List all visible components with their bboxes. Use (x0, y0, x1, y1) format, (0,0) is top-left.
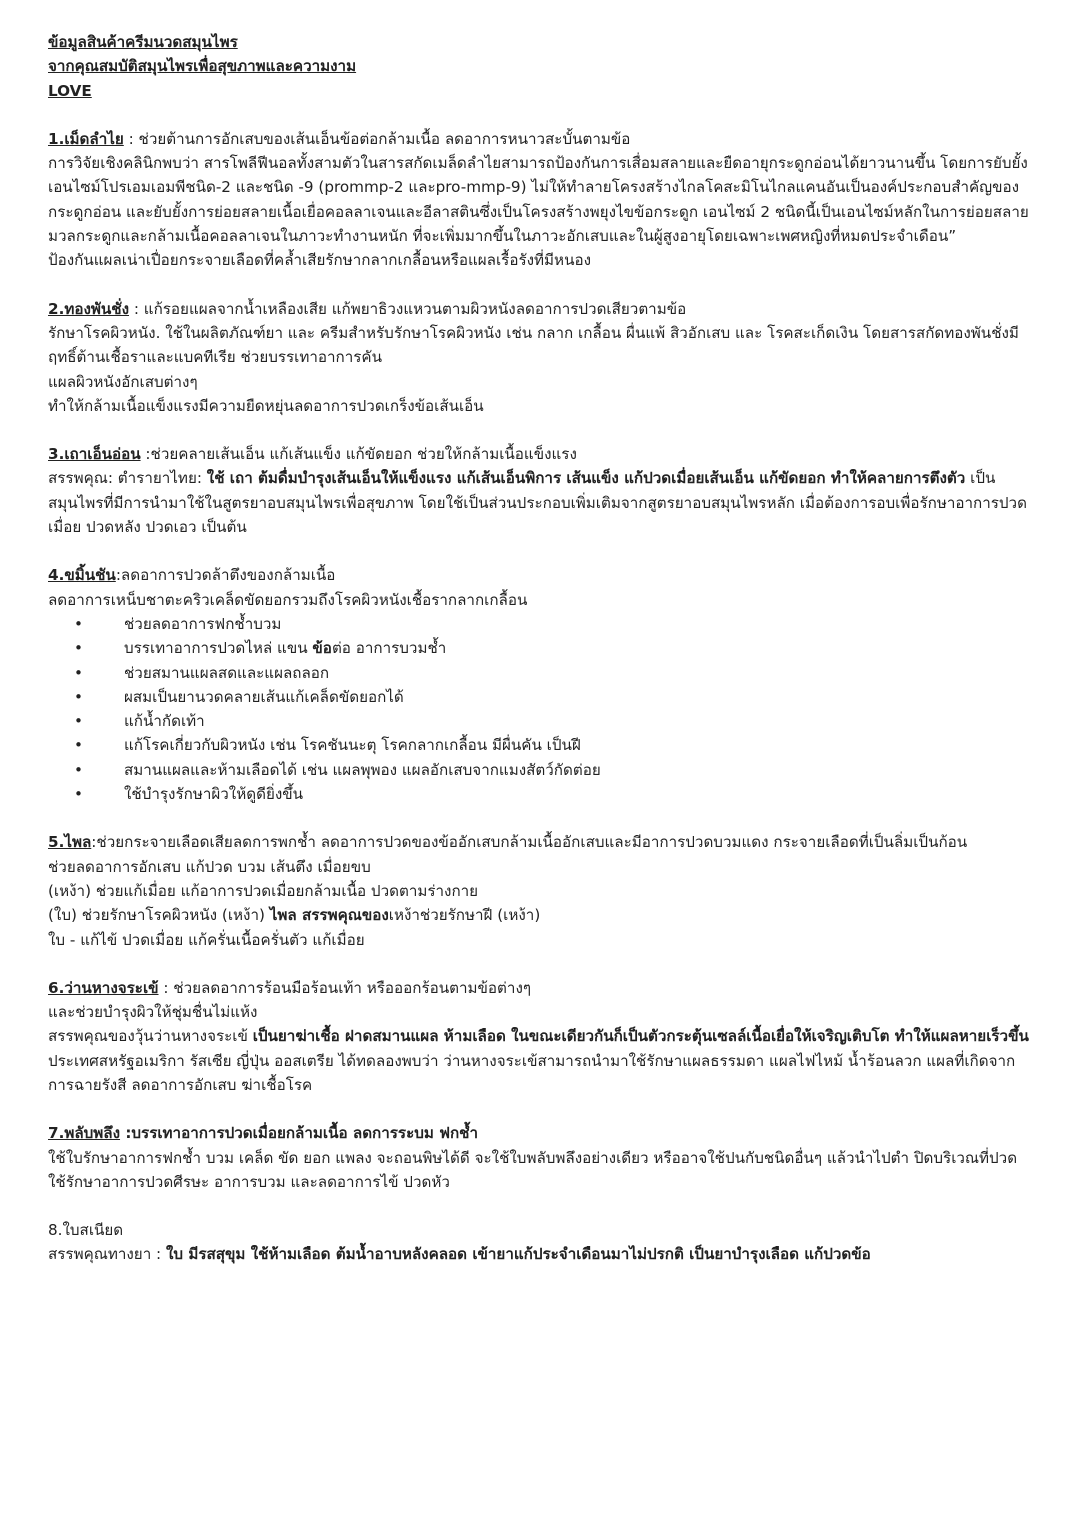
list-item: • ช่วยสมานแผลสดและแผลถลอก (48, 661, 1030, 685)
list-item: • ช่วยลดอาการฟกช้ำบวม (48, 612, 1030, 636)
text-run: บรรเทาอาการปวดไหล่ แขน (124, 639, 313, 658)
section-title: 3.เถาเอ็นอ่อน (48, 445, 141, 464)
text-run: เหง้าช่วยรักษาฝี (เหง้า) (388, 906, 541, 925)
paragraph: ทำให้กล้ามเนื้อแข็งแรงมีความยืดหยุ่นลดอาการปวดเกร็งข้อเส้นเอ็น (48, 396, 484, 415)
paragraph: การวิจัยเชิงคลินิกพบว่า สารโพลีฟีนอลทั้งสามตัวในสารสกัดเมล็ดลำไยสามารถป้องกันการเสื่อมสลายและยืดอายุกระดูกอ่อนได้ยาวนานขึ้น โดยการยับยั้งเอนไซม์โปรเอมเอมพีชนิด-2 และชนิด -9 (prommp-2 และpro-mmp-9) ไม่ให้ทำลายโครงสร้างไกลโคสะมิโนไกลแคนอันเป็นองค์ประกอบสำคัญของกระดูกอ่อน และยับยั้งการย่อยสลายเนื้อเยื่อคอลลาเจนและอีลาสตินซึ่งเป็นโครงสร้างพยุงไขข้อกระดูก เอนไซม์ 2 ชนิดนี้เป็นเอนไซม์หลักในการย่อยสลายมวลกระดูกและกล้ามเนื้อคอลลาเจนในภาวะทำงานหนัก ที่จะเพิ่มมากขึ้นในภาวะอักเสบและในผู้สูงอายุโดยเฉพาะเพศหญิงที่หมดประจำเดือน” (48, 154, 1029, 246)
bold-text-run: ไพล สรรพคุณของ (269, 906, 389, 925)
paragraph (48, 1024, 1030, 1097)
section-heading (48, 1218, 1030, 1242)
text-run: ต่อ อาการบวมช้ำ (331, 639, 447, 658)
list-item: • แก้น้ำกัดเท้า (48, 709, 1030, 733)
section-intro: :ช่วยคลายเส้นเอ็น แก้เส้นแข็ง แก้ขัดยอก ช่วยให้กล้ามเนื้อแข็งแรง (140, 445, 577, 464)
section-heading (48, 976, 1030, 1000)
section-plai (48, 830, 1030, 951)
list-item (48, 636, 1030, 660)
paragraph: ป้องกันแผลเน่าเปื่อยกระจายเลือดที่คล้ำเสียรักษากลากเกลื้อนหรือแผลเรื้อรังที่มีหนอง (48, 251, 591, 270)
bold-text-run: ใบ มีรสสุขุม ใช้ห้ามเลือด ต้มน้ำอาบหลังคลอด เข้ายาแก้ประจำเดือนมาไม่ปรกติ เป็นยาบำรุงเลือด แก้ปวดข้อ (166, 1245, 871, 1264)
section-crinum-lily (48, 1121, 1030, 1194)
paragraph: รักษาโรคผิวหนัง. ใช้ในผลิตภัณฑ์ยา และ ครีมสำหรับรักษาโรคผิวหนัง เช่น กลาก เกลื้อน ผื่นแพ้ สิวอักเสบ และ โรคสะเก็ดเงิน โดยสารสกัดทองพันชั่งมีฤทธิ์ต้านเชื้อราและแบคทีเรีย ช่วยบรรเทาอาการคัน (48, 323, 1019, 367)
section-heading (48, 1121, 1030, 1145)
document-header (48, 30, 1030, 103)
text-run: สรรพคุณทางยา : (48, 1245, 166, 1264)
header-line-2: จากคุณสมบัติสมุนไพรเพื่อสุขภาพและความงาม (48, 57, 357, 76)
section-title: 8.ใบสเนียด (48, 1221, 124, 1240)
list-item: • แก้โรคเกี่ยวกับผิวหนัง เช่น โรคชันนะตุ โรคกลากเกลื้อน มีผื่นคัน เป็นฝี (48, 733, 1030, 757)
section-heading (48, 830, 1030, 854)
list-item: • สมานแผลและห้ามเลือดได้ เช่น แผลพุพอง แผลอักเสบจากแมงสัตว์กัดต่อย (48, 758, 1030, 782)
text-run: เป็นสมุนไพรที่มีการนำมาใช้ในสูตรยาอบสมุนไพรเพื่อสุขภาพ โดยใช้เป็นส่วนประกอบเพิ่มเติมจากสูตรยาอบสมุนไพรหลัก เมื่อต้องการอบเพื่อรักษาอาการปวดเมื่อย ปวดหลัง ปวดเอว เป็นต้น (48, 469, 1027, 537)
section-thao-en-on (48, 442, 1030, 539)
paragraph: ช่วยลดอาการอักเสบ แก้ปวด บวม เส้นตึง เมื่อยขบ (48, 857, 371, 876)
section-title: 2.ทองพันชั่ง (48, 299, 130, 318)
section-title: 1.เม็ดลำไย (48, 129, 124, 148)
bold-text-run: ข้อ (312, 639, 332, 658)
paragraph: (เหง้า) ช่วยแก้เมื่อย แก้อาการปวดเมื่อยกล้ามเนื้อ ปวดตามร่างกาย (48, 881, 479, 900)
paragraph: และช่วยบำรุงผิวให้ชุ่มชื่นไม่แห้ง (48, 1003, 258, 1022)
section-title: 7.พลับพลึง (48, 1124, 121, 1143)
section-longan-seed (48, 127, 1030, 273)
section-title: 5.ไพล (48, 833, 92, 852)
section-intro: :ช่วยกระจายเลือดเสียลดการพกช้ำ ลดอาการปวดของข้ออักเสบกล้ามเนื้ออักเสบและมีอาการปวดบวมแดง กระจายเลือดที่เป็นลิ่มเป็นก้อน (91, 833, 968, 852)
header-line-1: ข้อมูลสินค้าครีมนวดสมุนไพร (48, 33, 238, 51)
section-intro: : ช่วยต้านการอักเสบของเส้นเอ็นข้อต่อกล้ามเนื้อ ลดอาการหนาวสะบั้นตามข้อ (123, 129, 631, 148)
section-heading (48, 563, 1030, 587)
section-heading (48, 297, 1030, 321)
bullet-list (48, 612, 1030, 806)
text-run: สรรพคุณของวุ้นว่านหางจระเข้ (48, 1027, 253, 1046)
text-run: สรรพคุณ: ตำรายาไทย: (48, 469, 207, 488)
section-title: 4.ขมิ้นชัน (48, 566, 116, 585)
paragraph: ใบ - แก้ไข้ ปวดเมื่อย แก้ครั่นเนื้อครั่นตัว แก้เมื่อย (48, 930, 365, 949)
section-heading (48, 127, 1030, 151)
header-line-3: LOVE (48, 81, 92, 100)
section-heading (48, 442, 1030, 466)
list-item: • ผสมเป็นยานวดคลายเส้นแก้เคล็ดขัดยอกได้ (48, 685, 1030, 709)
section-intro: :ลดอาการปวดล้าตึงของกล้ามเนื้อ (115, 566, 336, 585)
section-title: 6.ว่านหางจระเข้ (48, 978, 159, 997)
paragraph: ลดอาการเหน็บชาตะคริวเคล็ดขัดยอกรวมถึงโรคผิวหนังเชื้อรากลากเกลื้อน (48, 590, 528, 609)
section-aloe-vera (48, 976, 1030, 1097)
paragraph: แผลผิวหนังอักเสบต่างๆ (48, 372, 198, 391)
section-intro: :บรรเทาอาการปวดเมื่อยกล้ามเนื้อ ลดการระบม ฟกช้ำ (120, 1124, 478, 1143)
bold-text-run: ใช้ เถา ต้มดื่มบำรุงเส้นเอ็นให้แข็งแรง แก้เส้นเอ็นพิการ เส้นแข็ง แก้ปวดเมื่อยเส้นเอ็น แก้ขัดยอก ทำให้คลายการตึงตัว (206, 469, 966, 488)
text-run: ประเทศสหรัฐอเมริกา รัสเซีย ญี่ปุ่น ออสเตรีย ได้ทดลองพบว่า ว่านหางจระเข้สามารถนำมาใช้รักษาแผลธรรมดา แผลไฟไหม้ น้ำร้อนลวก แผลที่เกิดจากการฉายรังสี ลดอาการอักเสบ ฆ่าเชื้อโรค (48, 1051, 1016, 1094)
section-sanead-leaf (48, 1218, 1030, 1267)
text-run: (ใบ) ช่วยรักษาโรคผิวหนัง (เหง้า) (48, 906, 270, 925)
list-item: • ใช้บำรุงรักษาผิวให้ดูดียิ่งขึ้น (48, 782, 1030, 806)
paragraph (48, 466, 1030, 539)
section-turmeric (48, 563, 1030, 806)
section-intro: : ช่วยลดอาการร้อนมือร้อนเท้า หรือออกร้อนตามข้อต่างๆ (158, 978, 532, 997)
section-intro: : แก้รอยแผลจากน้ำเหลืองเสีย แก้พยาธิวงแหวนตามผิวหนังลดอาการปวดเสียวตามข้อ (129, 299, 687, 318)
paragraph (48, 1242, 1030, 1266)
paragraph: ใช้ใบรักษาอาการฟกช้ำ บวม เคล็ด ขัด ยอก แพลง จะถอนพิษได้ดี จะใช้ใบพลับพลึงอย่างเดียว หรืออาจใช้ปนกับชนิดอื่นๆ แล้วนำไปตำ ปิดบริเวณที่ปวด ใช้รักษาอาการปวดศีรษะ อาการบวม และลดอาการไข้ ปวดหัว (48, 1148, 1018, 1191)
bold-text-run: เป็นยาฆ่าเชื้อ ฝาดสมานแผล ห้ามเลือด ในขณะเดียวกันก็เป็นตัวกระตุ้นเซลล์เนื้อเยื่อให้เจริญเติบโต ทำให้แผลหายเร็วขึ้น (252, 1027, 1029, 1046)
paragraph (48, 903, 1030, 927)
section-thong-phan-chang (48, 297, 1030, 418)
